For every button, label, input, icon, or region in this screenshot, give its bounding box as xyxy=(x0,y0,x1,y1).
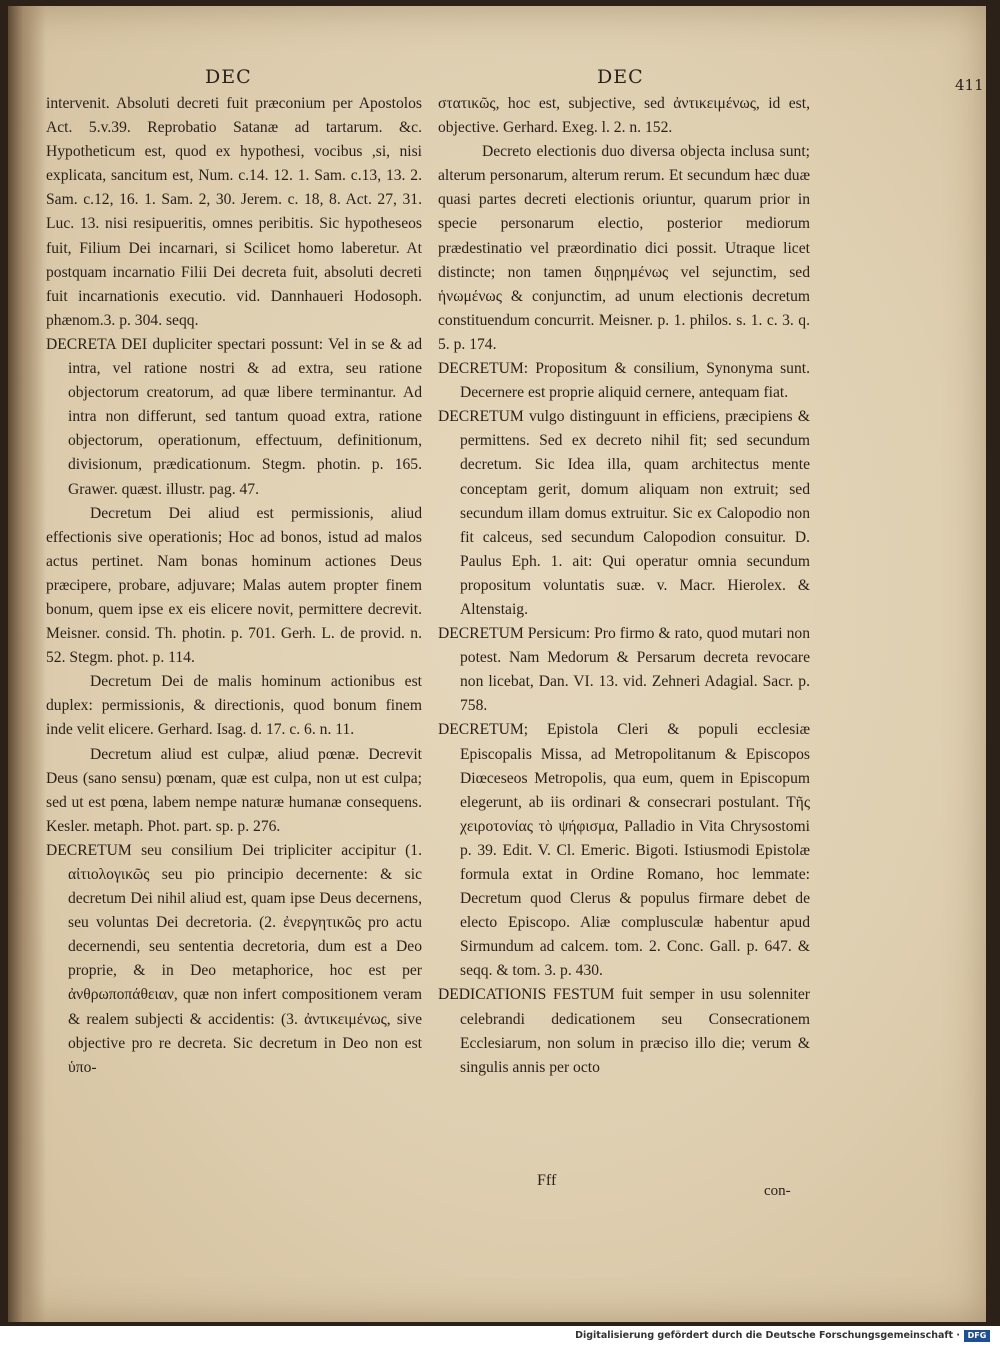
entry-paragraph: Decretum aliud est culpæ, aliud pœnæ. Decrevit Deus (sano sensu) pœnam, quæ est culpa, non ut est culpa; sed ut est pœna, labem nempe naturæ humanæ consequens. Kesler. metaph. Phot. part. sp. p. 276. xyxy=(46,745,422,835)
entry-decretum-persicum: DECRETUM Persicum: Pro firmo & rato, quod mutari non potest. Nam Medorum & Persarum decreta revocare non licebat, Dan. VI. 13. vid. Zehneri Adagial. Sacr. p. 758. xyxy=(438,625,810,715)
entry-decretum-consilium: DECRETUM seu consilium Dei tripliciter accipitur (1. αἰτιολογικῶς seu pio principio decernente: & sic decretum Dei nihil aliud est, quam ipse Deus decernens, seu voluntas Dei decretoria. (2. ἐνεργητικῶς pro actu decernendi, seu sententia decretoria, dum est a Deo proprie, & in Deo metaphorice, hoc est per ἀνθρωποπάθειαν, quæ non infert compositionem veram & realem subjecti & accidentis: (3. ἀντικειμένως, sive objective pro re decreta. Sic decretum in Deo non est ὑπο- xyxy=(46,841,422,1076)
digitization-notice: Digitalisierung gefördert durch die Deutsche Forschungsgemeinschaft · xyxy=(575,1330,960,1341)
entry-dedicationis-festum: DEDICATIONIS FESTUM fuit semper in usu solenniter celebrandi dedicationem seu Consecrationem Ecclesiarum, non solum in præciso illo die; verum & singulis annis per octo xyxy=(438,986,810,1076)
dfg-logo-icon: DFG xyxy=(964,1330,990,1342)
entry-paragraph: Decretum Dei aliud est permissionis, aliud effectionis sive operationis; Hoc ad bonos, istud ad malos actus pertinet. Nam bonas hominum actiones Deus præcipere, probare, adjuvare; Malas autem propter finem bonum, quem ipse ex eis elicere novit, permittere decrevit. Meisner. consid. Th. photin. p. 701. Gerh. L. de provid. n. 52. Stegm. phot. p. 114. xyxy=(46,504,422,667)
entry-decretum-propositum: DECRETUM: Propositum & consilium, Synonyma sunt. Decernere est proprie aliquid cernere, antequam fiat. xyxy=(438,360,810,402)
running-head-right: DEC xyxy=(597,66,644,88)
entry-decretum-epistola: DECRETUM; Epistola Cleri & populi ecclesiæ Episcopalis Missa, ad Metropolitanum & Episcopos Diœceseos Metropolis, qua eum, quem in Episcopum elegerunt, ab iis ordinari & consecrari postulant. Τῆς χειροτονίας τὸ ψήφισμα, Palladio in Vita Chrysostomi p. 39. Edit. V. Cl. Emeric. Bigoti. Istiusmodi Epistolæ formula extat in Ordine Romano, hoc lemmate: Decretum quod Clerus & populus firmare debet de electo Episcopo. Aliæ complusculæ habentur apud Sirmundum ad calcem. tom. 2. Conc. Gall. p. 647. & seqq. & tom. 3. p. 430. xyxy=(438,721,810,980)
running-head-left: DEC xyxy=(205,66,252,88)
page-gutter xyxy=(8,6,46,1322)
page-number: 411 xyxy=(955,76,984,94)
entry-paragraph: Decretum Dei de malis hominum actionibus est duplex: permissionis, & directionis, quod bonum finem inde velit elicere. Gerhard. Isag. d. 17. c. 6. n. 11. xyxy=(46,673,422,739)
left-column xyxy=(46,92,422,1080)
catchword: con- xyxy=(764,1183,791,1199)
digitization-footer xyxy=(0,1326,1000,1347)
right-column xyxy=(438,92,810,1080)
entry-paragraph: στατικῶς, hoc est, subjective, sed ἀντικειμένως, id est, objective. Gerhard. Exeg. l. 2. n. 152. xyxy=(438,95,810,137)
signature-mark: Fff xyxy=(537,1172,557,1189)
entry-decreta-dei: DECRETA DEI dupliciter spectari possunt: Vel in se & ad intra, vel ratione nostri & ad extra, seu ratione objectorum creatorum, ad quæ libere terminantur. Ad intra non differunt, sed tantum quoad extra, ratione objectorum, operationum, effectuum, definitionum, divisionum, prædicationum. Stegm. photin. p. 165. Grawer. quæst. illustr. pag. 47. xyxy=(46,335,422,498)
entry-paragraph: Decreto electionis duo diversa objecta inclusa sunt; alterum personarum, alterum rerum. Et secundum hæc duæ quasi partes decreti electionis oriuntur, quarum prior in specie personarum electio, posterior mediorum prædestinatio vel præordinatio dici possit. Utraque licet distincte; non tamen διῃρημένως vel sejunctim, sed ἡνωμένως & conjunctim, ad unum electionis decretum constituendum concurrit. Meisner. p. 1. philos. s. 1. c. 3. q. 5. p. 174. xyxy=(438,143,810,353)
entry-decretum-vulgo: DECRETUM vulgo distinguunt in efficiens, præcipiens & permittens. Sed ex decreto nihil fit; sed secundum decretum. Sic Idea illa, quam architectus mente conceptam gerit, domum aliquam non extruit; sed secundum illam domus extruitur. Sic ex Calopodio non fit calceus, sed secundum Calopodion consuitur. D. Paulus Eph. 1. ait: Qui operatur omnia secundum propositum voluntatis suæ. v. Macr. Hierolex. & Altenstaig. xyxy=(438,408,810,618)
entry-paragraph: intervenit. Absoluti decreti fuit præconium per Apostolos Act. 5.v.39. Reprobatio Satanæ ad tartarum. &c. Hypotheticum est, quod ex hypothesi, vocibus ,si, nisi explicata, sancitum est, Num. c.14. 12. 1. Sam. c.13, 13. 2. Sam. c.12, 16. 1. Sam. 2, 30. Jerem. c. 18, 8. Act. 27, 31. Luc. 13. nisi resipueritis, omnes peribitis. Sic hypotheseos fuit, Filium Dei incarnari, si Scilicet homo laberetur. At postquam incarnatio Filii Dei decreta fuit, absoluti decreti fuit incarnationis executio. vid. Dannhaueri Hodosoph. phænom.3. p. 304. seqq. xyxy=(46,95,422,329)
